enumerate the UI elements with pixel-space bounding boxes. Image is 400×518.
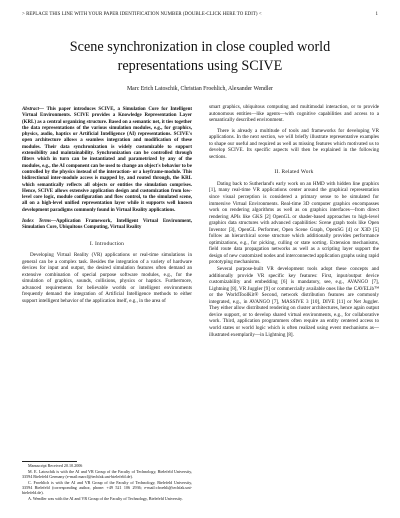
paper-title-line-1: Scene synchronization in close coupled world	[69, 39, 331, 55]
left-column	[22, 107, 192, 305]
footnote-divider	[22, 461, 77, 462]
section-heading-introduction: I. Introduction	[89, 240, 125, 247]
intro-paragraph-2: There is already a multitude of tools and frameworks for developing VR applications. In the next section, we will briefly illustrate representative examples to shape our useful and required as well as missing features which motivated us to develop SCIVE. Its specific aspects will then be explained in the following sections.	[209, 127, 379, 160]
footnote: C. Froehlich is with the AI and VR Group of the Faculty of Technology, Bielefeld University, 33594 Bielefeld (corresponding author, phone: +49 521 106 2936; e-mail:cfroehli@techfak.uni-bielefeld.de).	[22, 479, 192, 496]
abstract	[22, 107, 192, 214]
right-column	[209, 104, 379, 338]
intro-paragraph-1: Developing Virtual Reality (VR) applications or real-time simulations in general can be a complex task. Besides the integration of a variety of hardware devices for input and output, the desired simulation features often demand an extensive combination of special purpose software modules, e.g., for the simulation of graphics, sounds, collisions, physics or haptics. Furthermore, advanced requirements for believable worlds or intelligent environments frequently demand the integration of Artificial Intelligence methods to either support intelligent behavior of the application itself, e.g., in the area of	[22, 252, 192, 305]
index-terms	[22, 219, 192, 232]
footnote: A. Wendler was with the AI and VR Group of the Faculty of Technology, Bielefeld University.	[28, 496, 183, 501]
abstract-label: Abstract	[22, 107, 40, 112]
page-number: 1	[375, 12, 378, 17]
footnotes	[22, 463, 192, 502]
footnote: Manuscript Received 20.10.2006	[28, 463, 83, 468]
footnote: M. E. Latoschik is with the AI and VR Group of the Faculty of Technology, Bielefeld University, 33594 Bielefeld Germany (e-mail:marcl@techfak.uni-bielefeld.de).	[22, 468, 192, 479]
paper-title-line-2: representations using SCIVE	[117, 58, 283, 74]
author-list: Marc Erich Latoschik, Christian Froehlich, Alexander Wendler	[127, 86, 273, 92]
index-terms-label: Index Terms	[22, 219, 52, 225]
running-header: > REPLACE THIS LINE WITH YOUR PAPER IDENTIFICATION NUMBER (DOUBLE-CLICK HERE TO EDIT) <	[22, 12, 262, 17]
index-terms-text: —Application Framework, Intelligent Virtual Environment, Simulation Core, Ubiquitous Computing, Virtual Reality	[22, 219, 192, 231]
related-work-paragraph-1: Dating back to Sutherland's early work on an HMD with hidden line graphics [1], many real-time VR applications center around the graphical representation since visual perception is considered a primary sense to be simulated for immersive Virtual Environments. Real-time 3D computer graphics encompasses work on rendering algorithms as well as on graphics interfaces—from direct rendering APIs like GKS [2] OpenGL or shader-based approaches to high-level graphics data structures with advanced capabilities: Scene graph tools like Open Inventor [3], OpenGL Performer, Open Scene Graph, OpenSG [4] or X3D [5] follow an hierarchical scene structure which additionally provides performance optimizations, e.g., for picking, culling or state sorting. Extension mechanisms, field route data propagation networks as well as a scripting layer support the design of new customized nodes and interconnected application graphs using rapid prototyping mechanisms.	[209, 180, 379, 266]
related-work-paragraph-2: Several purpose-built VR development tools adopt these concepts and additionally provide VR specific key features: First, input/output device customizability and embedding [6] is mandatory, see, e.g., AVANGO [7], Lightning [8], VR Juggler [9] or commercially available ones like the CAVELib™ or the WorldToolKit® Second, network distribution features are commonly integrated, e.g., in AVANGO [7], MASSIVE 3 [10], DIVE [11] or Net Juggler. They either allow distributed rendering on cluster architectures, hence again output device support, or to develop shared virtual environments, e.g., for collaborative work. Third, application programmers often require an entity centered access to world states or world logic which is often realized using event mechanisms as—illustrated exemplarily—in Lightning [8].	[209, 266, 379, 338]
intro-paragraph-continued: smart graphics, ubiquitous computing and multimodal interaction, or to provide autonomous entities—like agents—with cognitive capabilities and access to a semantically described environment.	[209, 104, 379, 124]
section-heading-related-work: II. Related Work	[274, 169, 314, 176]
abstract-text: — This paper introduces SCIVE, a Simulation Core for Intelligent Virtual Environments. SCIVE provides a Knowledge Representation Layer (KRL) as a central organizing structure. Based on a semantic net, it ties together the data representations of the various simulation modules, e.g., for graphics, physics, audio, haptics or Artificial Intelligence (AI) representations. SCIVE's open architecture allows a seamless integration and modification of these modules. Their data synchronization is widely customizable to support extensibility and maintainability. Synchronization can be controlled through filters which in turn can be instantiated and parametrized by any of the modules, e.g., the AI component can be used to change an object's behavior to be controlled by the physics instead of the interaction- or a keyframe-module. This bidirectional inter-module access is mapped by, and routed through, the KRL which semantically reflects all objects or entities the simulation comprises. Hence, SCIVE allows extensive application design and customization from low-level core logic, module configuration and flow control, to the simulated scene, all on a high-level unified representation layer while it supports well known development paradigms commonly found in Virtual Reality applications.	[22, 107, 192, 213]
